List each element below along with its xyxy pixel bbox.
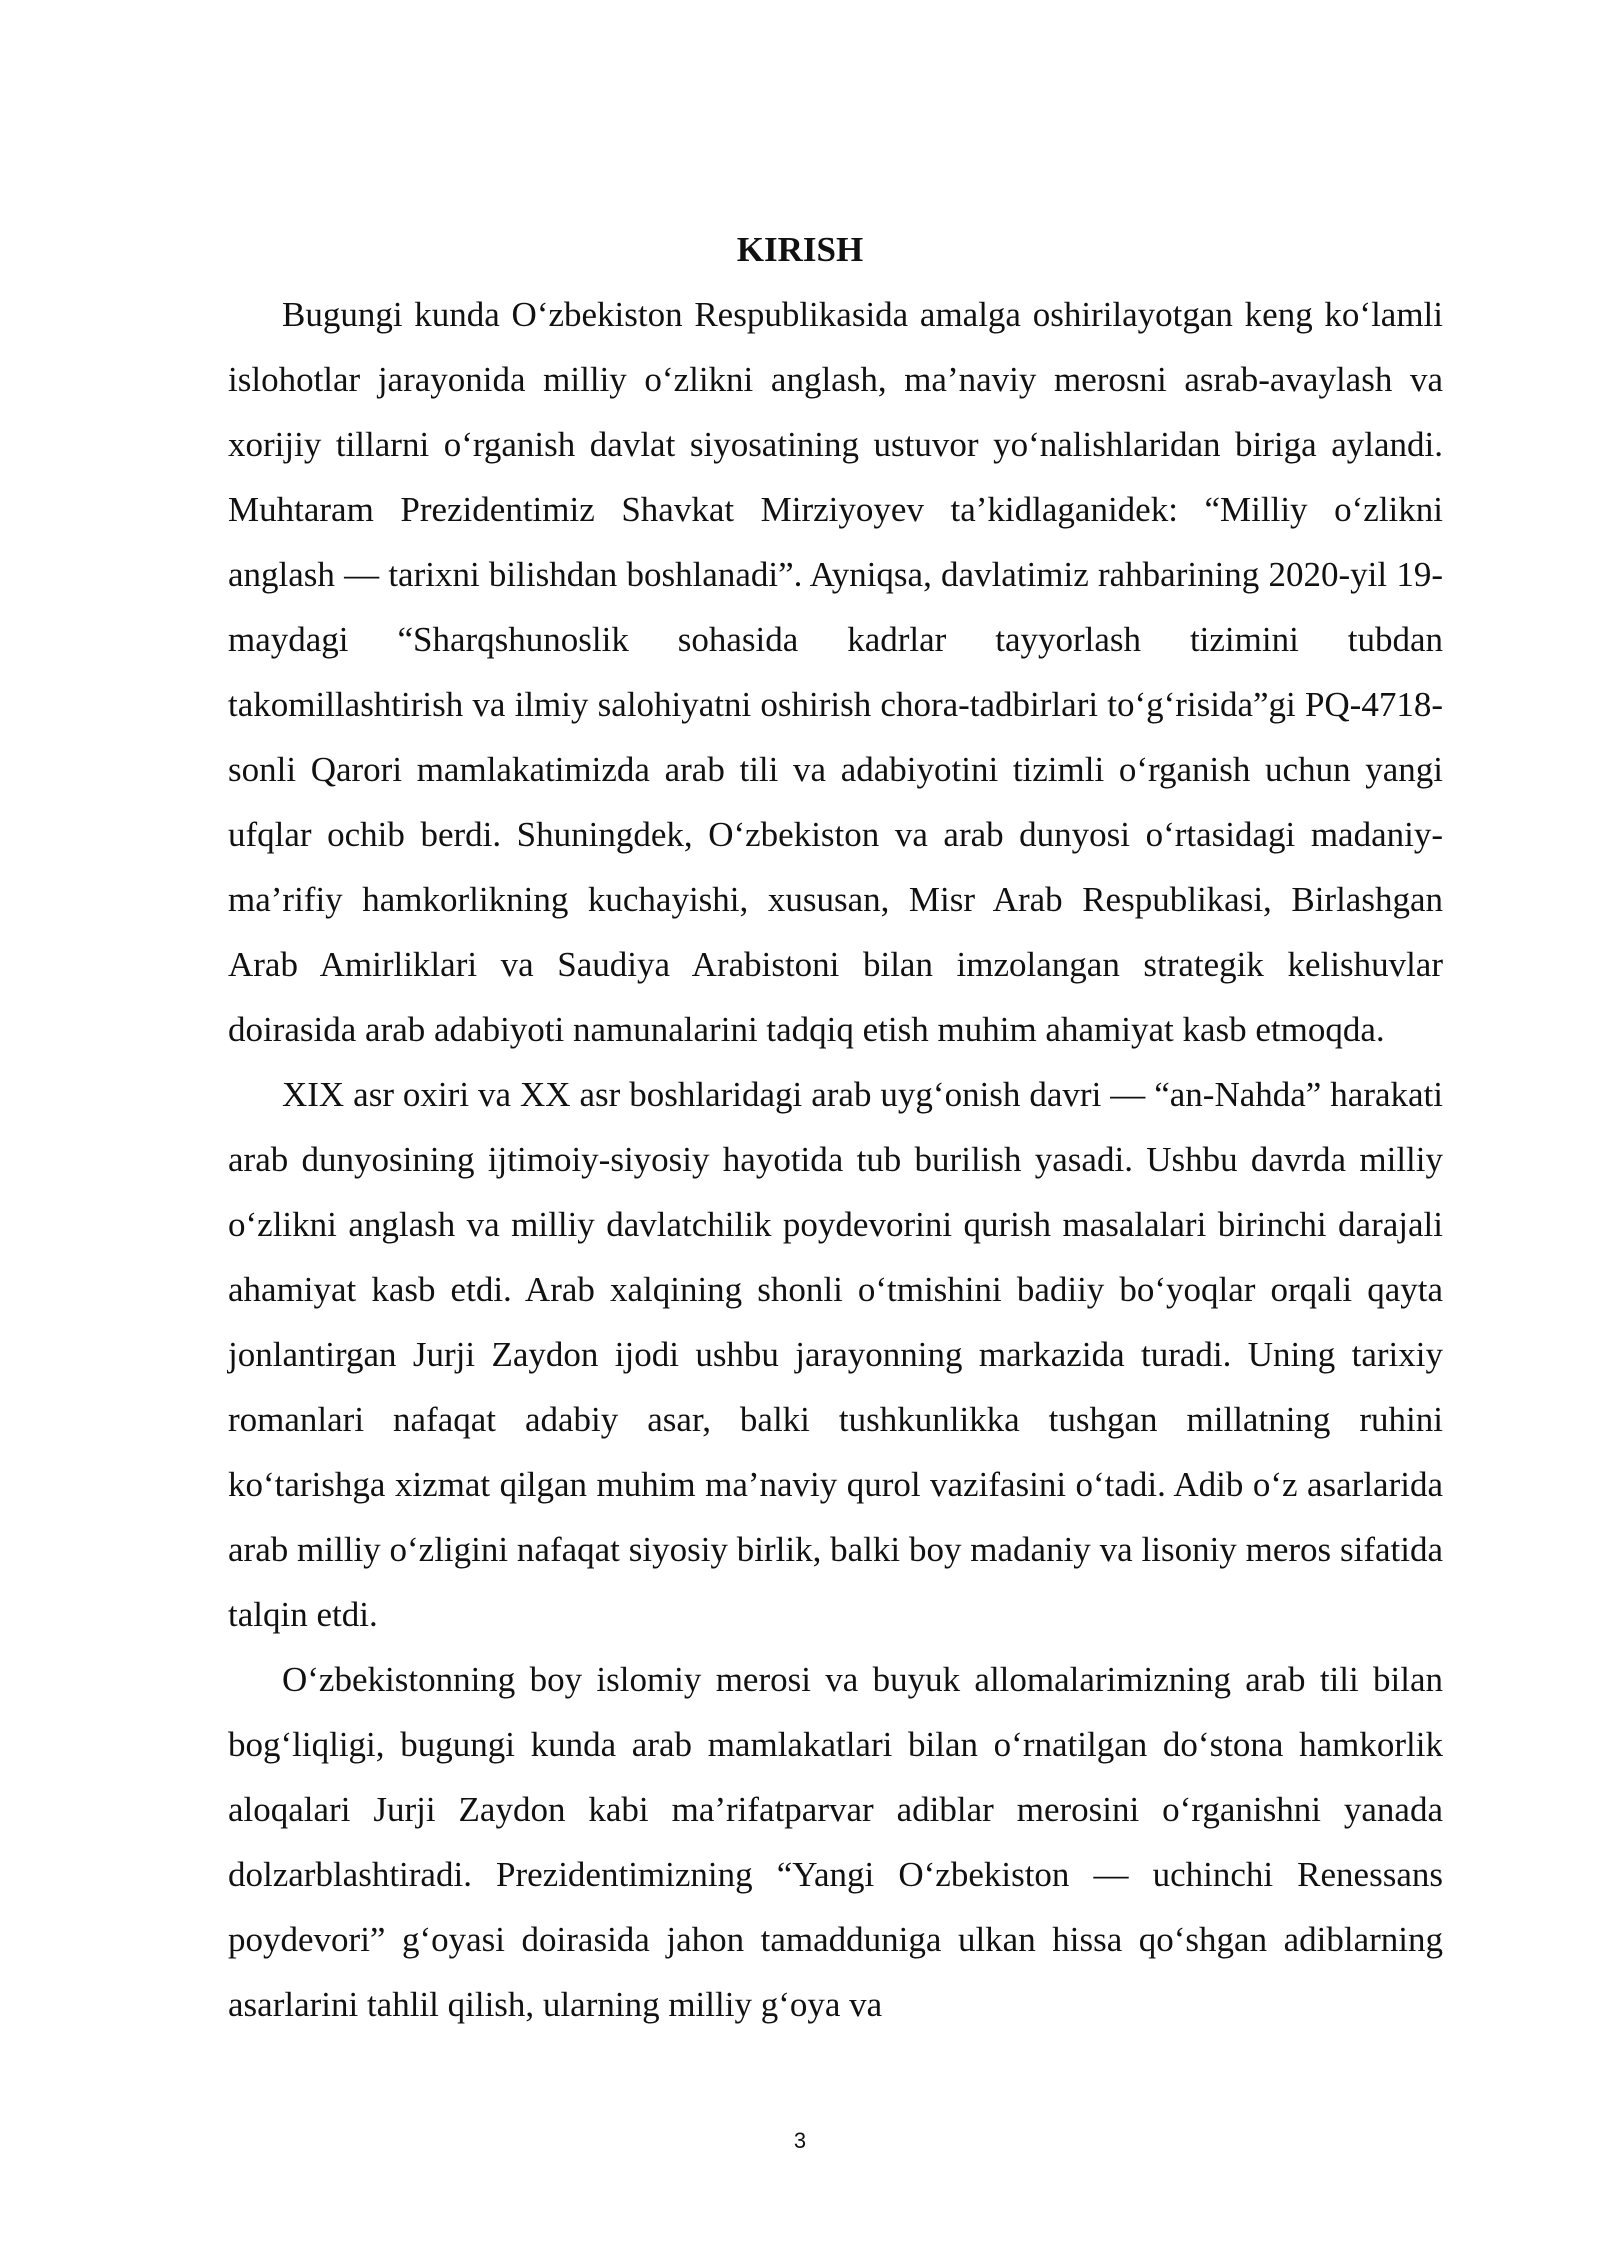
paragraph-3: O‘zbekistonning boy islomiy merosi va buyuk allomalarimizning arab tili bilan bog‘liqligi, bugungi kunda arab mamlakatlari bilan o‘rnatilgan do‘stona hamkorlik aloqalari Jurji Zaydon kabi ma’rifatparvar adiblar merosini o‘rganishni yanada dolzarblashtiradi. Prezidentimizning “Yangi O‘zbekiston — uchinchi Renessans poydevori” g‘oyasi doirasida jahon tamadduniga ulkan hissa qo‘shgan adiblarning asarlarini tahlil qilish, ularning milliy g‘oya va [228, 1660, 1443, 2024]
section-heading: KIRISH [736, 230, 864, 269]
page-number: 3 [793, 2128, 807, 2153]
paragraph-1: Bugungi kunda O‘zbekiston Respublikasida amalga oshirilayotgan keng ko‘lamli islohotlar jarayonida milliy o‘zlikni anglash, ma’naviy merosni asrab-avaylash va xorijiy tillarni o‘rganish davlat siyosatining ustuvor yo‘nalishlaridan biriga aylandi. Muhtaram Prezidentimiz Shavkat Mirziyoyev ta’kidlaganidek: “Milliy o‘zlikni anglash — tarixni bilishdan boshlanadi”. Ayniqsa, davlatimiz rahbarining 2020-yil 19-maydagi “Sharqshunoslik sohasida kadrlar tayyorlash tizimini tubdan takomillashtirish va ilmiy salohiyatni oshirish chora-tadbirlari to‘g‘risida”gi PQ-4718-sonli Qarori mamlakatimizda arab tili va adabiyotini tizimli o‘rganish uchun yangi ufqlar ochib berdi. Shuningdek, O‘zbekiston va arab dunyosi o‘rtasidagi madaniy-ma’rifiy hamkorlikning kuchayishi, xususan, Misr Arab Respublikasi, Birlashgan Arab Amirliklari va Saudiya Arabistoni bilan imzolangan strategik kelishuvlar doirasida arab adabiyoti namunalarini tadqiq etish muhim ahamiyat kasb etmoqda. [228, 295, 1443, 1049]
paragraph-2: XIX asr oxiri va XX asr boshlaridagi arab uyg‘onish davri — “an-Nahda” harakati arab dunyosining ijtimoiy-siyosiy hayotida tub burilish yasadi. Ushbu davrda milliy o‘zlikni anglash va milliy davlatchilik poydevorini qurish masalalari birinchi darajali ahamiyat kasb etdi. Arab xalqining shonli o‘tmishini badiiy bo‘yoqlar orqali qayta jonlantirgan Jurji Zaydon ijodi ushbu jarayonning markazida turadi. Uning tarixiy romanlari nafaqat adabiy asar, balki tushkunlikka tushgan millatning ruhini ko‘tarishga xizmat qilgan muhim ma’naviy qurol vazifasini o‘tadi. Adib o‘z asarlarida arab milliy o‘zligini nafaqat siyosiy birlik, balki boy madaniy va lisoniy meros sifatida talqin etdi. [228, 1075, 1443, 1634]
body-text [228, 282, 1443, 2037]
